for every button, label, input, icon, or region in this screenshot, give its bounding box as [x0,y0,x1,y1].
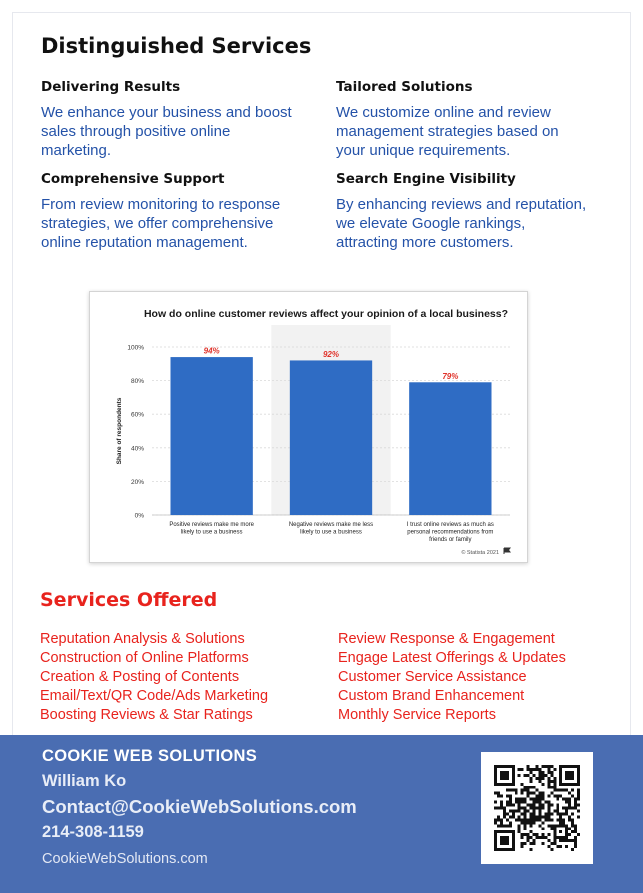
contact-phone[interactable]: 214-308-1159 [42,823,144,841]
x-category-label: personal recommendations from [407,529,494,536]
feature-title: Search Engine Visibility [336,171,516,187]
x-category-label: I trust online reviews as much as [406,522,494,528]
feature-title: Tailored Solutions [336,79,473,95]
feature-delivering-results [41,79,296,160]
y-tick-label: 0% [134,512,144,520]
feature-search-engine-visibility [336,171,591,252]
service-item: Review Response & Engagement [338,631,555,647]
feature-text: By enhancing reviews and reputation, we elevate Google rankings, attracting more customers. [336,196,587,251]
chart-source: © Statista 2021 [461,550,499,556]
feature-text: We enhance your business and boost sales through positive online marketing. [41,104,292,159]
y-axis-label: Share of respondents [116,397,123,465]
bar-value-label: 92% [322,349,340,359]
service-item: Email/Text/QR Code/Ads Marketing [40,688,269,704]
service-item: Reputation Analysis & Solutions [40,631,245,647]
page-title: Distinguished Services [41,34,312,58]
service-item: Boosting Reviews & Star Ratings [40,707,253,723]
x-category-label: friends or family [429,537,472,543]
y-tick-label: 20% [130,478,144,486]
x-category-label: likely to use a business [300,529,362,536]
bar-2 [290,360,372,515]
x-category-label: Positive reviews make me more [169,522,255,528]
services-title: Services Offered [40,589,218,611]
service-item: Customer Service Assistance [338,669,527,685]
contact-email[interactable]: Contact@CookieWebSolutions.com [42,796,357,817]
bar-value-label: 79% [442,371,459,381]
feature-tailored-solutions [336,79,591,160]
flag-icon [504,548,510,554]
feature-title: Delivering Results [41,79,181,95]
y-tick-label: 80% [130,378,144,386]
contact-footer [0,735,643,893]
company-name: COOKIE WEB SOLUTIONS [42,747,258,765]
chart-title: How do online customer reviews affect your opinion of a local business? [143,308,509,320]
qr-code-icon [481,752,593,864]
bar-value-label: 94% [203,346,220,356]
feature-text: We customize online and review management strategies based on your unique requirements. [336,104,559,159]
bar-3 [409,382,491,515]
services-list-left [40,630,268,725]
y-tick-label: 60% [130,411,144,419]
bar-chart [90,292,527,562]
y-tick-label: 40% [130,445,144,453]
services-list-right [338,630,566,725]
x-category-label: likely to use a business [180,529,243,536]
x-category-label: Negative reviews make me less [288,522,374,528]
service-item: Construction of Online Platforms [40,650,249,666]
service-item: Creation & Posting of Contents [40,669,240,685]
y-tick-label: 100% [127,344,144,352]
contact-name: William Ko [42,772,127,790]
service-item: Monthly Service Reports [338,707,496,723]
survey-chart [89,291,528,563]
website-link[interactable]: CookieWebSolutions.com [42,851,208,867]
service-item: Engage Latest Offerings & Updates [338,650,566,666]
feature-title: Comprehensive Support [41,171,225,187]
bar-1 [170,357,252,515]
feature-text: From review monitoring to response strategies, we offer comprehensive online reputation management. [41,196,281,251]
qr-modules [494,765,580,851]
feature-comprehensive-support [41,171,296,252]
service-item: Custom Brand Enhancement [338,688,525,704]
